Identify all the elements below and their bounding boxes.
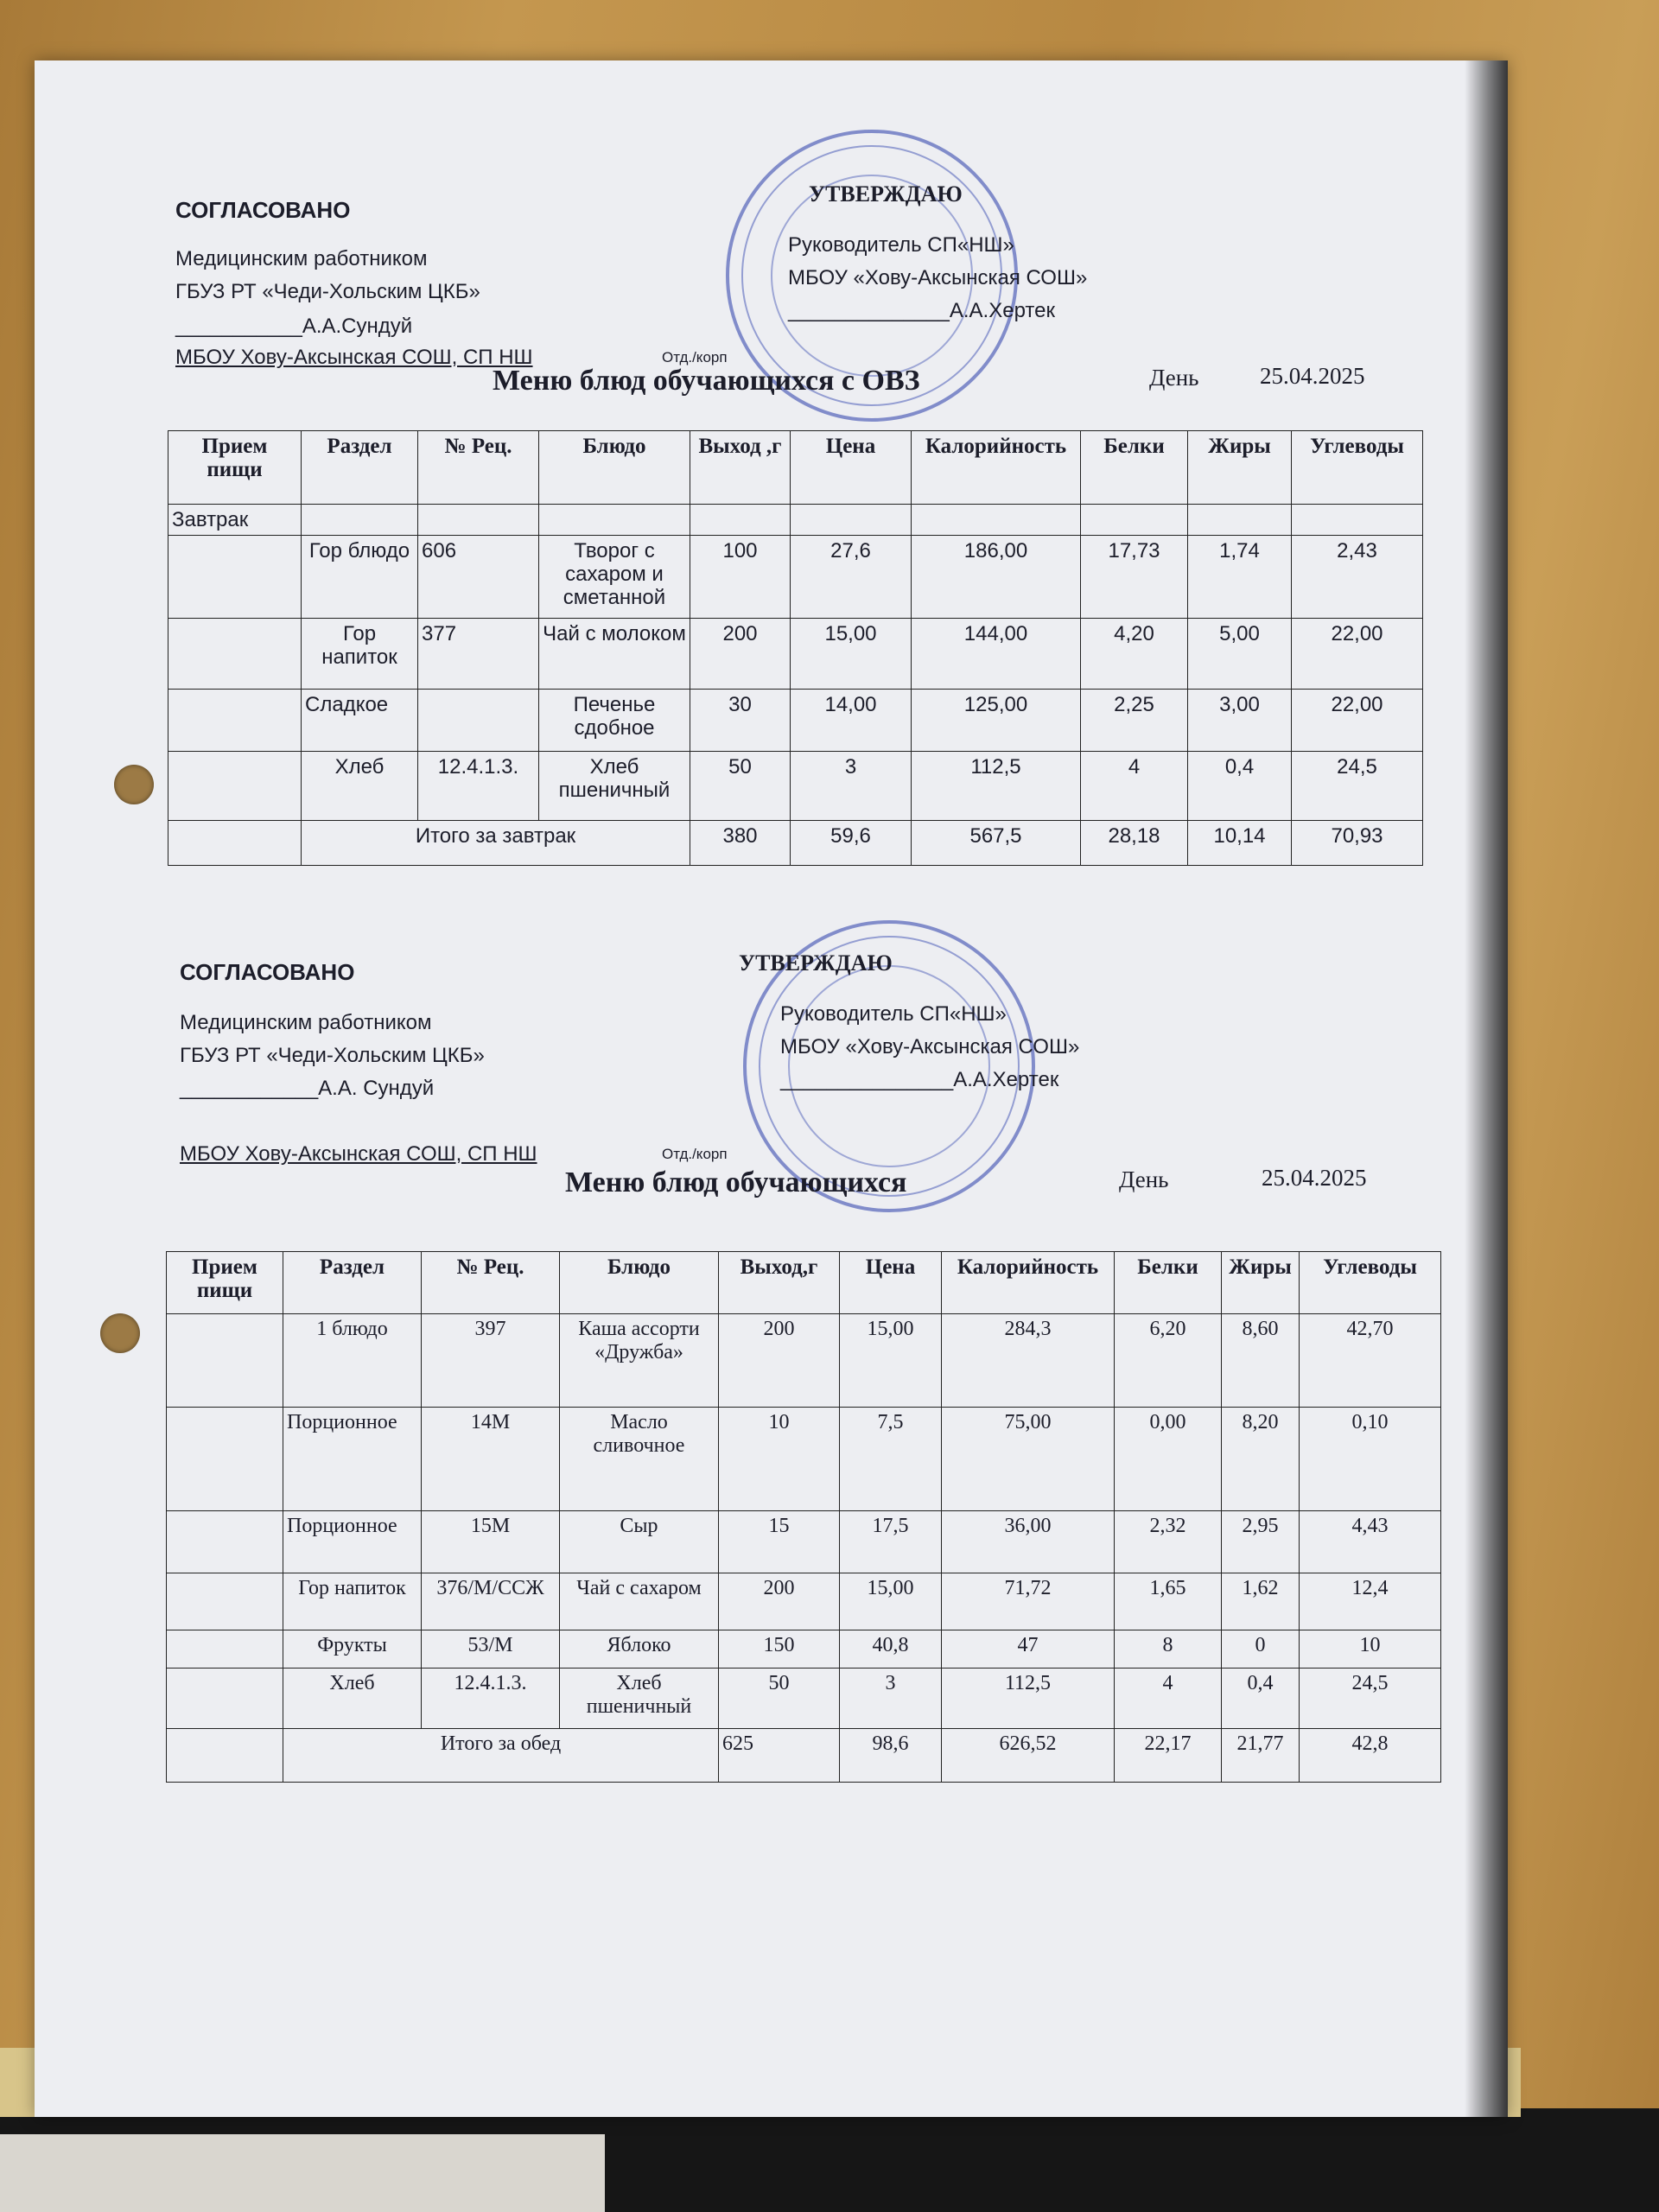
table-cell: 50	[690, 752, 791, 821]
table-cell: 125,00	[912, 690, 1081, 752]
table-cell: Хлеб пшеничный	[539, 752, 690, 821]
table-cell: Чай с молоком	[539, 619, 690, 690]
table-cell: 47	[942, 1630, 1115, 1669]
table-row	[167, 1573, 1441, 1630]
table-cell: 2,32	[1115, 1511, 1222, 1573]
table-cell: 0,10	[1300, 1408, 1441, 1511]
table-cell: 606	[418, 536, 539, 619]
day-label: День	[1149, 365, 1199, 391]
total-cell: 626,52	[942, 1729, 1115, 1783]
table-cell: 0,4	[1222, 1669, 1300, 1729]
table-cell: 144,00	[912, 619, 1081, 690]
agreed-line-2: ГБУЗ РТ «Чеди-Хольским ЦКБ»	[175, 280, 480, 303]
table-cell: 0	[1222, 1630, 1300, 1669]
table-cell: 3	[791, 752, 912, 821]
approve-line-1: Руководитель СП«НШ»	[788, 233, 1014, 257]
table-cell: Фрукты	[283, 1630, 422, 1669]
col-header: № Рец.	[422, 1252, 560, 1314]
table-cell: 10	[719, 1408, 840, 1511]
total-cell: 567,5	[912, 821, 1081, 866]
total-cell: 21,77	[1222, 1729, 1300, 1783]
table-cell	[168, 536, 302, 619]
table-cell: 150	[719, 1630, 840, 1669]
table-cell: 22,00	[1292, 690, 1423, 752]
table-cell: Каша ассорти «Дружба»	[560, 1314, 719, 1408]
punch-hole-top	[114, 765, 154, 804]
day-label-2: День	[1119, 1166, 1169, 1192]
approve-line-1: Руководитель СП«НШ»	[780, 1002, 1007, 1026]
table-cell: 8,20	[1222, 1408, 1300, 1511]
agreed-signature-line: ____________А.А. Сундуй	[180, 1077, 435, 1100]
table-row	[167, 1314, 1441, 1408]
table-cell: 15,00	[791, 619, 912, 690]
table-cell: 40,8	[840, 1630, 942, 1669]
total-cell: 42,8	[1300, 1729, 1441, 1783]
total-cell: 22,17	[1115, 1729, 1222, 1783]
table-cell	[168, 690, 302, 752]
total-cell: 380	[690, 821, 791, 866]
total-row	[167, 1729, 1441, 1783]
menu-date: 25.04.2025	[1260, 363, 1365, 389]
table-cell: 1,62	[1222, 1573, 1300, 1630]
table-cell	[168, 752, 302, 821]
table-cell: 2,25	[1081, 690, 1188, 752]
table-cell: Хлеб пшеничный	[560, 1669, 719, 1729]
table-cell: 36,00	[942, 1511, 1115, 1573]
menu-table-general	[166, 1251, 1441, 1783]
table-row	[167, 1630, 1441, 1669]
col-header: Блюдо	[560, 1252, 719, 1314]
col-header: Цена	[840, 1252, 942, 1314]
table-cell: 15,00	[840, 1573, 942, 1630]
table-cell: 71,72	[942, 1573, 1115, 1630]
table-cell: 50	[719, 1669, 840, 1729]
table-cell: Порционное	[283, 1408, 422, 1511]
total-label: Итого за завтрак	[302, 821, 690, 866]
table-cell: 186,00	[912, 536, 1081, 619]
table-cell	[418, 690, 539, 752]
table-cell: 100	[690, 536, 791, 619]
table-cell	[167, 1314, 283, 1408]
table-cell: 14М	[422, 1408, 560, 1511]
table-cell: 112,5	[942, 1669, 1115, 1729]
agreed-title-2: СОГЛАСОВАНО	[180, 959, 355, 985]
col-header: Цена	[791, 431, 912, 505]
table-header-row	[167, 1252, 1441, 1314]
table-cell: Порционное	[283, 1511, 422, 1573]
table-cell: 8,60	[1222, 1314, 1300, 1408]
table-cell	[167, 1630, 283, 1669]
agreed-line-1: Медицинским работником	[175, 247, 428, 270]
table-cell: 75,00	[942, 1408, 1115, 1511]
col-header: Белки	[1115, 1252, 1222, 1314]
table-cell: 4,43	[1300, 1511, 1441, 1573]
menu-title-2: Меню блюд обучающихся	[565, 1166, 907, 1198]
table-cell: 15	[719, 1511, 840, 1573]
table-cell: Хлеб	[283, 1669, 422, 1729]
table-cell: 17,73	[1081, 536, 1188, 619]
table-cell: Чай с сахаром	[560, 1573, 719, 1630]
table-row	[167, 1669, 1441, 1729]
table-cell: 7,5	[840, 1408, 942, 1511]
table-cell: 200	[719, 1573, 840, 1630]
table-cell: 42,70	[1300, 1314, 1441, 1408]
table-cell: 200	[690, 619, 791, 690]
col-header: Прием пищи	[168, 431, 302, 505]
approve-line-2: МБОУ «Хову-Аксынская СОШ»	[788, 266, 1088, 289]
table-cell: 1 блюдо	[283, 1314, 422, 1408]
total-cell: 59,6	[791, 821, 912, 866]
col-header: Калорийность	[942, 1252, 1115, 1314]
table-cell: 4,20	[1081, 619, 1188, 690]
total-row	[168, 821, 1423, 866]
table-cell: 12.4.1.3.	[422, 1669, 560, 1729]
floor-area	[0, 2108, 1659, 2212]
col-header: Калорийность	[912, 431, 1081, 505]
table-cell: 377	[418, 619, 539, 690]
table-cell: Гор напиток	[283, 1573, 422, 1630]
table-cell: 1,65	[1115, 1573, 1222, 1630]
table-cell: 376/М/ССЖ	[422, 1573, 560, 1630]
table-cell: 10	[1300, 1630, 1441, 1669]
approve-line-2: МБОУ «Хову-Аксынская СОШ»	[780, 1035, 1080, 1058]
table-cell: 6,20	[1115, 1314, 1222, 1408]
table-cell	[167, 1511, 283, 1573]
agreed-signature-line: ___________А.А.Сундуй	[175, 315, 413, 338]
table-cell: 3,00	[1188, 690, 1292, 752]
table-cell: 200	[719, 1314, 840, 1408]
agreed-line-2: ГБУЗ РТ «Чеди-Хольским ЦКБ»	[180, 1044, 485, 1067]
approve-signature-line: _______________А.А.Хертек	[780, 1068, 1059, 1091]
table-row	[168, 619, 1423, 690]
total-cell: 28,18	[1081, 821, 1188, 866]
table-cell: 284,3	[942, 1314, 1115, 1408]
col-header: Углеводы	[1300, 1252, 1441, 1314]
meal-row	[168, 505, 1423, 536]
table-row	[168, 752, 1423, 821]
table-cell: 53/М	[422, 1630, 560, 1669]
total-label: Итого за обед	[283, 1729, 719, 1783]
total-cell: 98,6	[840, 1729, 942, 1783]
table-cell: Гор напиток	[302, 619, 418, 690]
col-header: Жиры	[1222, 1252, 1300, 1314]
table-cell: 4	[1115, 1669, 1222, 1729]
table-cell: Гор блюдо	[302, 536, 418, 619]
table-cell: 5,00	[1188, 619, 1292, 690]
punch-hole-bottom	[100, 1313, 140, 1353]
table-cell: 4	[1081, 752, 1188, 821]
approve-signature-line: ______________А.А.Хертек	[788, 299, 1055, 322]
table-cell: 2,95	[1222, 1511, 1300, 1573]
table-cell	[168, 619, 302, 690]
table-row	[168, 536, 1423, 619]
menu-date-2: 25.04.2025	[1262, 1165, 1367, 1191]
col-header: Жиры	[1188, 431, 1292, 505]
table-cell: 0,00	[1115, 1408, 1222, 1511]
table-cell: 30	[690, 690, 791, 752]
dept-label: Отд./корп	[662, 1146, 728, 1162]
menu-sheet	[35, 60, 1508, 2117]
table-cell: 2,43	[1292, 536, 1423, 619]
approve-title: УТВЕРЖДАЮ	[809, 181, 963, 207]
menu-table-ovz	[168, 430, 1423, 866]
col-header: Раздел	[283, 1252, 422, 1314]
table-cell: 3	[840, 1669, 942, 1729]
col-header: Выход ,г	[690, 431, 791, 505]
table-cell: Творог с сахаром и сметанной	[539, 536, 690, 619]
table-cell: 12.4.1.3.	[418, 752, 539, 821]
table-cell	[167, 1669, 283, 1729]
table-cell: 27,6	[791, 536, 912, 619]
agreed-title: СОГЛАСОВАНО	[175, 197, 351, 223]
col-header: Белки	[1081, 431, 1188, 505]
table-cell: 15,00	[840, 1314, 942, 1408]
table-cell: 8	[1115, 1630, 1222, 1669]
table-row	[167, 1408, 1441, 1511]
col-header: Выход,г	[719, 1252, 840, 1314]
col-header: Раздел	[302, 431, 418, 505]
table-header-row	[168, 431, 1423, 505]
table-cell: Сладкое	[302, 690, 418, 752]
table-cell: 17,5	[840, 1511, 942, 1573]
agreed-school-line: МБОУ Хову-Аксынская СОШ, СП НШ	[175, 346, 533, 369]
table-cell	[167, 1408, 283, 1511]
agreed-line-1: Медицинским работником	[180, 1011, 432, 1034]
table-cell: 1,74	[1188, 536, 1292, 619]
table-row	[168, 690, 1423, 752]
total-cell: 10,14	[1188, 821, 1292, 866]
menu-title: Меню блюд обучающихся с ОВЗ	[493, 365, 920, 397]
table-cell: 12,4	[1300, 1573, 1441, 1630]
table-cell: 24,5	[1292, 752, 1423, 821]
table-cell: 112,5	[912, 752, 1081, 821]
col-header: Блюдо	[539, 431, 690, 505]
agreed-school-line: МБОУ Хову-Аксынская СОШ, СП НШ	[180, 1142, 537, 1166]
table-cell: 15М	[422, 1511, 560, 1573]
table-cell	[167, 1573, 283, 1630]
dept-label: Отд./корп	[662, 349, 728, 365]
table-cell: Яблоко	[560, 1630, 719, 1669]
col-header: Прием пищи	[167, 1252, 283, 1314]
total-cell: 70,93	[1292, 821, 1423, 866]
table-cell: 22,00	[1292, 619, 1423, 690]
total-cell: 625	[719, 1729, 840, 1783]
table-cell: Хлеб	[302, 752, 418, 821]
table-cell: 14,00	[791, 690, 912, 752]
table-cell: 24,5	[1300, 1669, 1441, 1729]
table-cell: Масло сливочное	[560, 1408, 719, 1511]
table-cell: Сыр	[560, 1511, 719, 1573]
approve-title-2: УТВЕРЖДАЮ	[739, 950, 893, 976]
col-header: Углеводы	[1292, 431, 1423, 505]
col-header: № Рец.	[418, 431, 539, 505]
table-cell: 0,4	[1188, 752, 1292, 821]
table-row	[167, 1511, 1441, 1573]
table-cell: Печенье сдобное	[539, 690, 690, 752]
meal-name: Завтрак	[168, 505, 302, 536]
table-cell: 397	[422, 1314, 560, 1408]
